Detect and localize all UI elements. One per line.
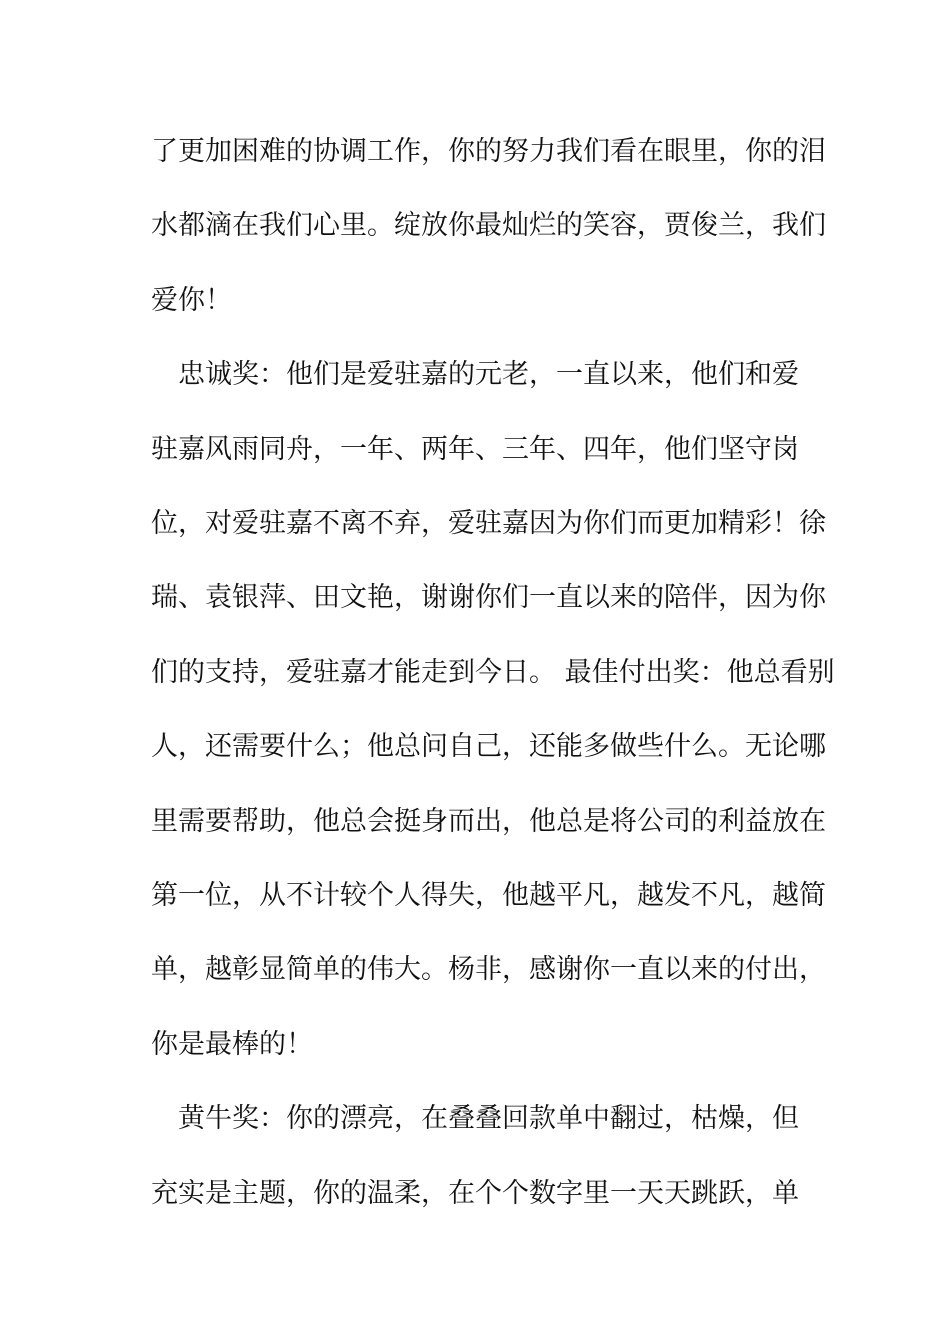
paragraph-start-line: 黄牛奖：你的漂亮，在叠叠回款单中翻过，枯燥，但 xyxy=(151,1103,799,1134)
paragraph-start-line: 忠诚奖：他们是爱驻嘉的元老，一直以来，他们和爱 xyxy=(151,359,799,390)
text-line: 驻嘉风雨同舟，一年、两年、三年、四年，他们坚守岗 xyxy=(151,434,799,465)
text-line: 爱你！ xyxy=(151,285,232,316)
text-line: 单，越彰显简单的伟大。杨非，感谢你一直以来的付出， xyxy=(151,954,826,985)
text-line: 充实是主题，你的温柔，在个个数字里一天天跳跃，单 xyxy=(151,1178,799,1209)
text-line: 瑞、袁银萍、田文艳，谢谢你们一直以来的陪伴，因为你 xyxy=(151,582,826,613)
text-line: 第一位，从不计较个人得失，他越平凡，越发不凡，越简 xyxy=(151,880,826,911)
text-line: 了更加困难的协调工作，你的努力我们看在眼里，你的泪 xyxy=(151,136,826,167)
text-line: 你是最棒的！ xyxy=(151,1029,313,1060)
text-line: 位，对爱驻嘉不离不弃，爱驻嘉因为你们而更加精彩！徐 xyxy=(151,508,826,539)
text-line: 里需要帮助，他总会挺身而出，他总是将公司的利益放在 xyxy=(151,806,826,837)
text-line: 水都滴在我们心里。绽放你最灿烂的笑容，贾俊兰，我们 xyxy=(151,210,826,241)
text-line: 人，还需要什么；他总问自己，还能多做些什么。无论哪 xyxy=(151,731,826,762)
text-line: 们的支持，爱驻嘉才能走到今日。 最佳付出奖：他总看别 xyxy=(151,657,835,688)
